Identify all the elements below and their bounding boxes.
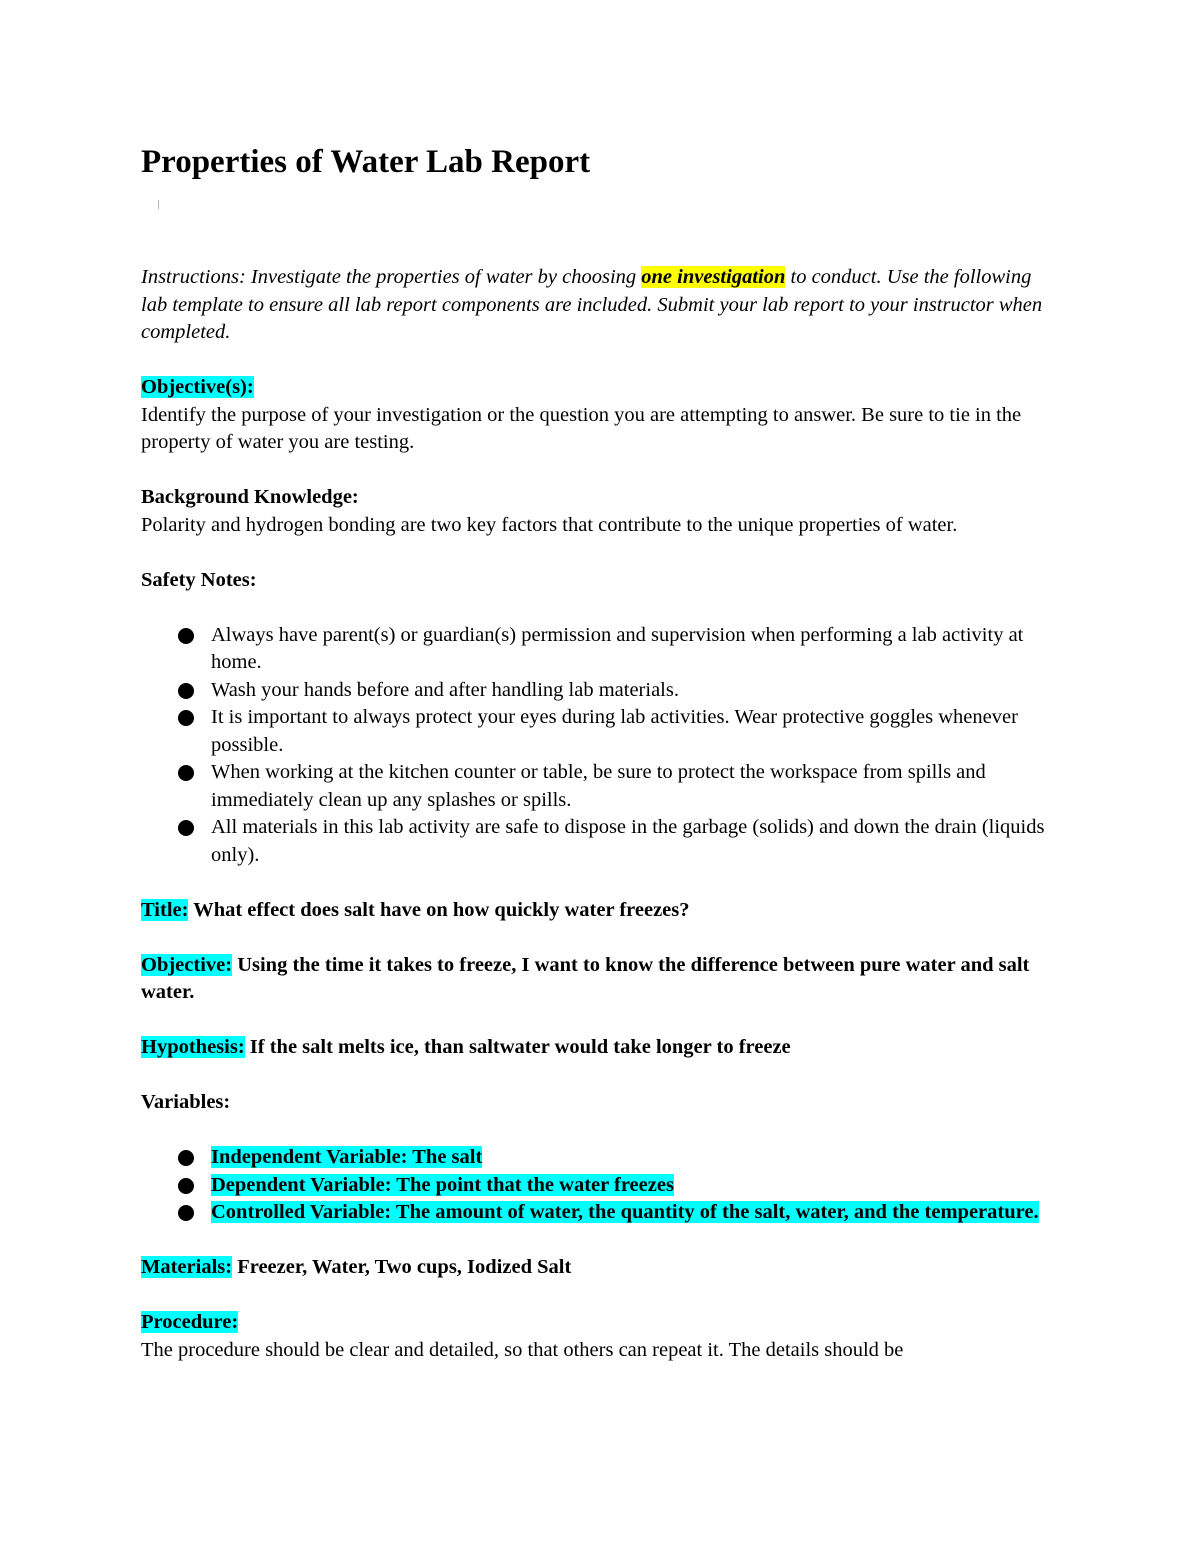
objectives-section: [141, 374, 1061, 457]
safety-section: [141, 567, 1061, 870]
variable-item-text: Controlled Variable: The amount of water, the quantity of the salt, water, and the temperature.: [211, 1201, 1039, 1223]
hypothesis-line: [141, 1034, 1061, 1062]
background-heading: Background Knowledge:: [141, 486, 359, 508]
bullet-icon: [178, 1150, 194, 1166]
instructions-text-after: to conduct. Use the following lab template to ensure all lab report components are included. Submit your lab report to your instructor when completed.: [141, 266, 1043, 343]
procedure-text: The procedure should be clear and detailed, so that others can repeat it. The details should be: [141, 1338, 904, 1361]
safety-item-text: When working at the kitchen counter or table, be sure to protect the workspace from spills and immediately clean up any splashes or spills.: [211, 761, 986, 811]
safety-item-text: It is important to always protect your eyes during lab activities. Wear protective goggles whenever possible.: [211, 706, 1018, 756]
instructions-text-before: Instructions: Investigate the properties of water by choosing: [141, 266, 642, 288]
safety-item: [141, 677, 1061, 705]
procedure-heading: Procedure:: [141, 1311, 239, 1333]
instructions-paragraph: [141, 264, 1061, 347]
safety-heading: Safety Notes:: [141, 568, 257, 591]
bullet-icon: [178, 1178, 194, 1194]
materials-text: Freezer, Water, Two cups, Iodized Salt: [232, 1256, 572, 1278]
bullet-icon: [178, 683, 194, 699]
background-text: Polarity and hydrogen bonding are two key factors that contribute to the unique properties of water.: [141, 513, 958, 536]
objective-label: Objective:: [141, 953, 233, 976]
bullet-icon: [178, 1205, 194, 1221]
lab-title-text: What effect does salt have on how quickly water freezes?: [188, 898, 690, 921]
stray-mark: [158, 200, 159, 209]
variable-item: [141, 1199, 1061, 1227]
safety-item: [141, 622, 1061, 677]
materials-label: Materials:: [141, 1256, 233, 1278]
materials-line: [141, 1254, 1061, 1282]
bullet-icon: [178, 628, 194, 644]
variable-item-text: Independent Variable: The salt: [211, 1146, 483, 1168]
variable-item: [141, 1144, 1061, 1172]
background-section: [141, 484, 1061, 539]
variable-item: [141, 1172, 1061, 1200]
lab-title-label: Title:: [141, 898, 189, 921]
safety-item-text: All materials in this lab activity are safe to dispose in the garbage (solids) and down the drain (liquids only).: [211, 816, 1045, 866]
objectives-text: Identify the purpose of your investigation or the question you are attempting to answer. Be sure to tie in the property of water you are testing.: [141, 403, 1022, 453]
lab-title-line: [141, 897, 1061, 925]
instructions-highlight: one investigation: [641, 266, 786, 288]
hypothesis-label: Hypothesis:: [141, 1036, 245, 1058]
safety-item: [141, 814, 1061, 869]
variables-list: [141, 1144, 1061, 1227]
document-title: Properties of Water Lab Report: [141, 144, 591, 180]
procedure-section: [141, 1309, 1061, 1364]
safety-item-text: Wash your hands before and after handling lab materials.: [211, 678, 679, 701]
bullet-icon: [178, 820, 194, 836]
hypothesis-text: If the salt melts ice, than saltwater would take longer to freeze: [244, 1036, 791, 1058]
safety-item-text: Always have parent(s) or guardian(s) permission and supervision when performing a lab activity at home.: [211, 623, 1024, 673]
safety-item: [141, 704, 1061, 759]
objectives-heading: Objective(s):: [141, 376, 254, 398]
safety-item: [141, 759, 1061, 814]
bullet-icon: [178, 765, 194, 781]
variables-section: [141, 1089, 1061, 1227]
objective-text: Using the time it takes to freeze, I want to know the difference between pure water and salt water.: [141, 953, 1030, 1003]
bullet-icon: [178, 710, 194, 726]
variable-item-text: Dependent Variable: The point that the water freezes: [211, 1173, 674, 1196]
safety-list: [141, 622, 1061, 870]
objective-line: [141, 952, 1061, 1007]
variables-heading: Variables:: [141, 1091, 231, 1113]
document-page: [141, 140, 1061, 1364]
